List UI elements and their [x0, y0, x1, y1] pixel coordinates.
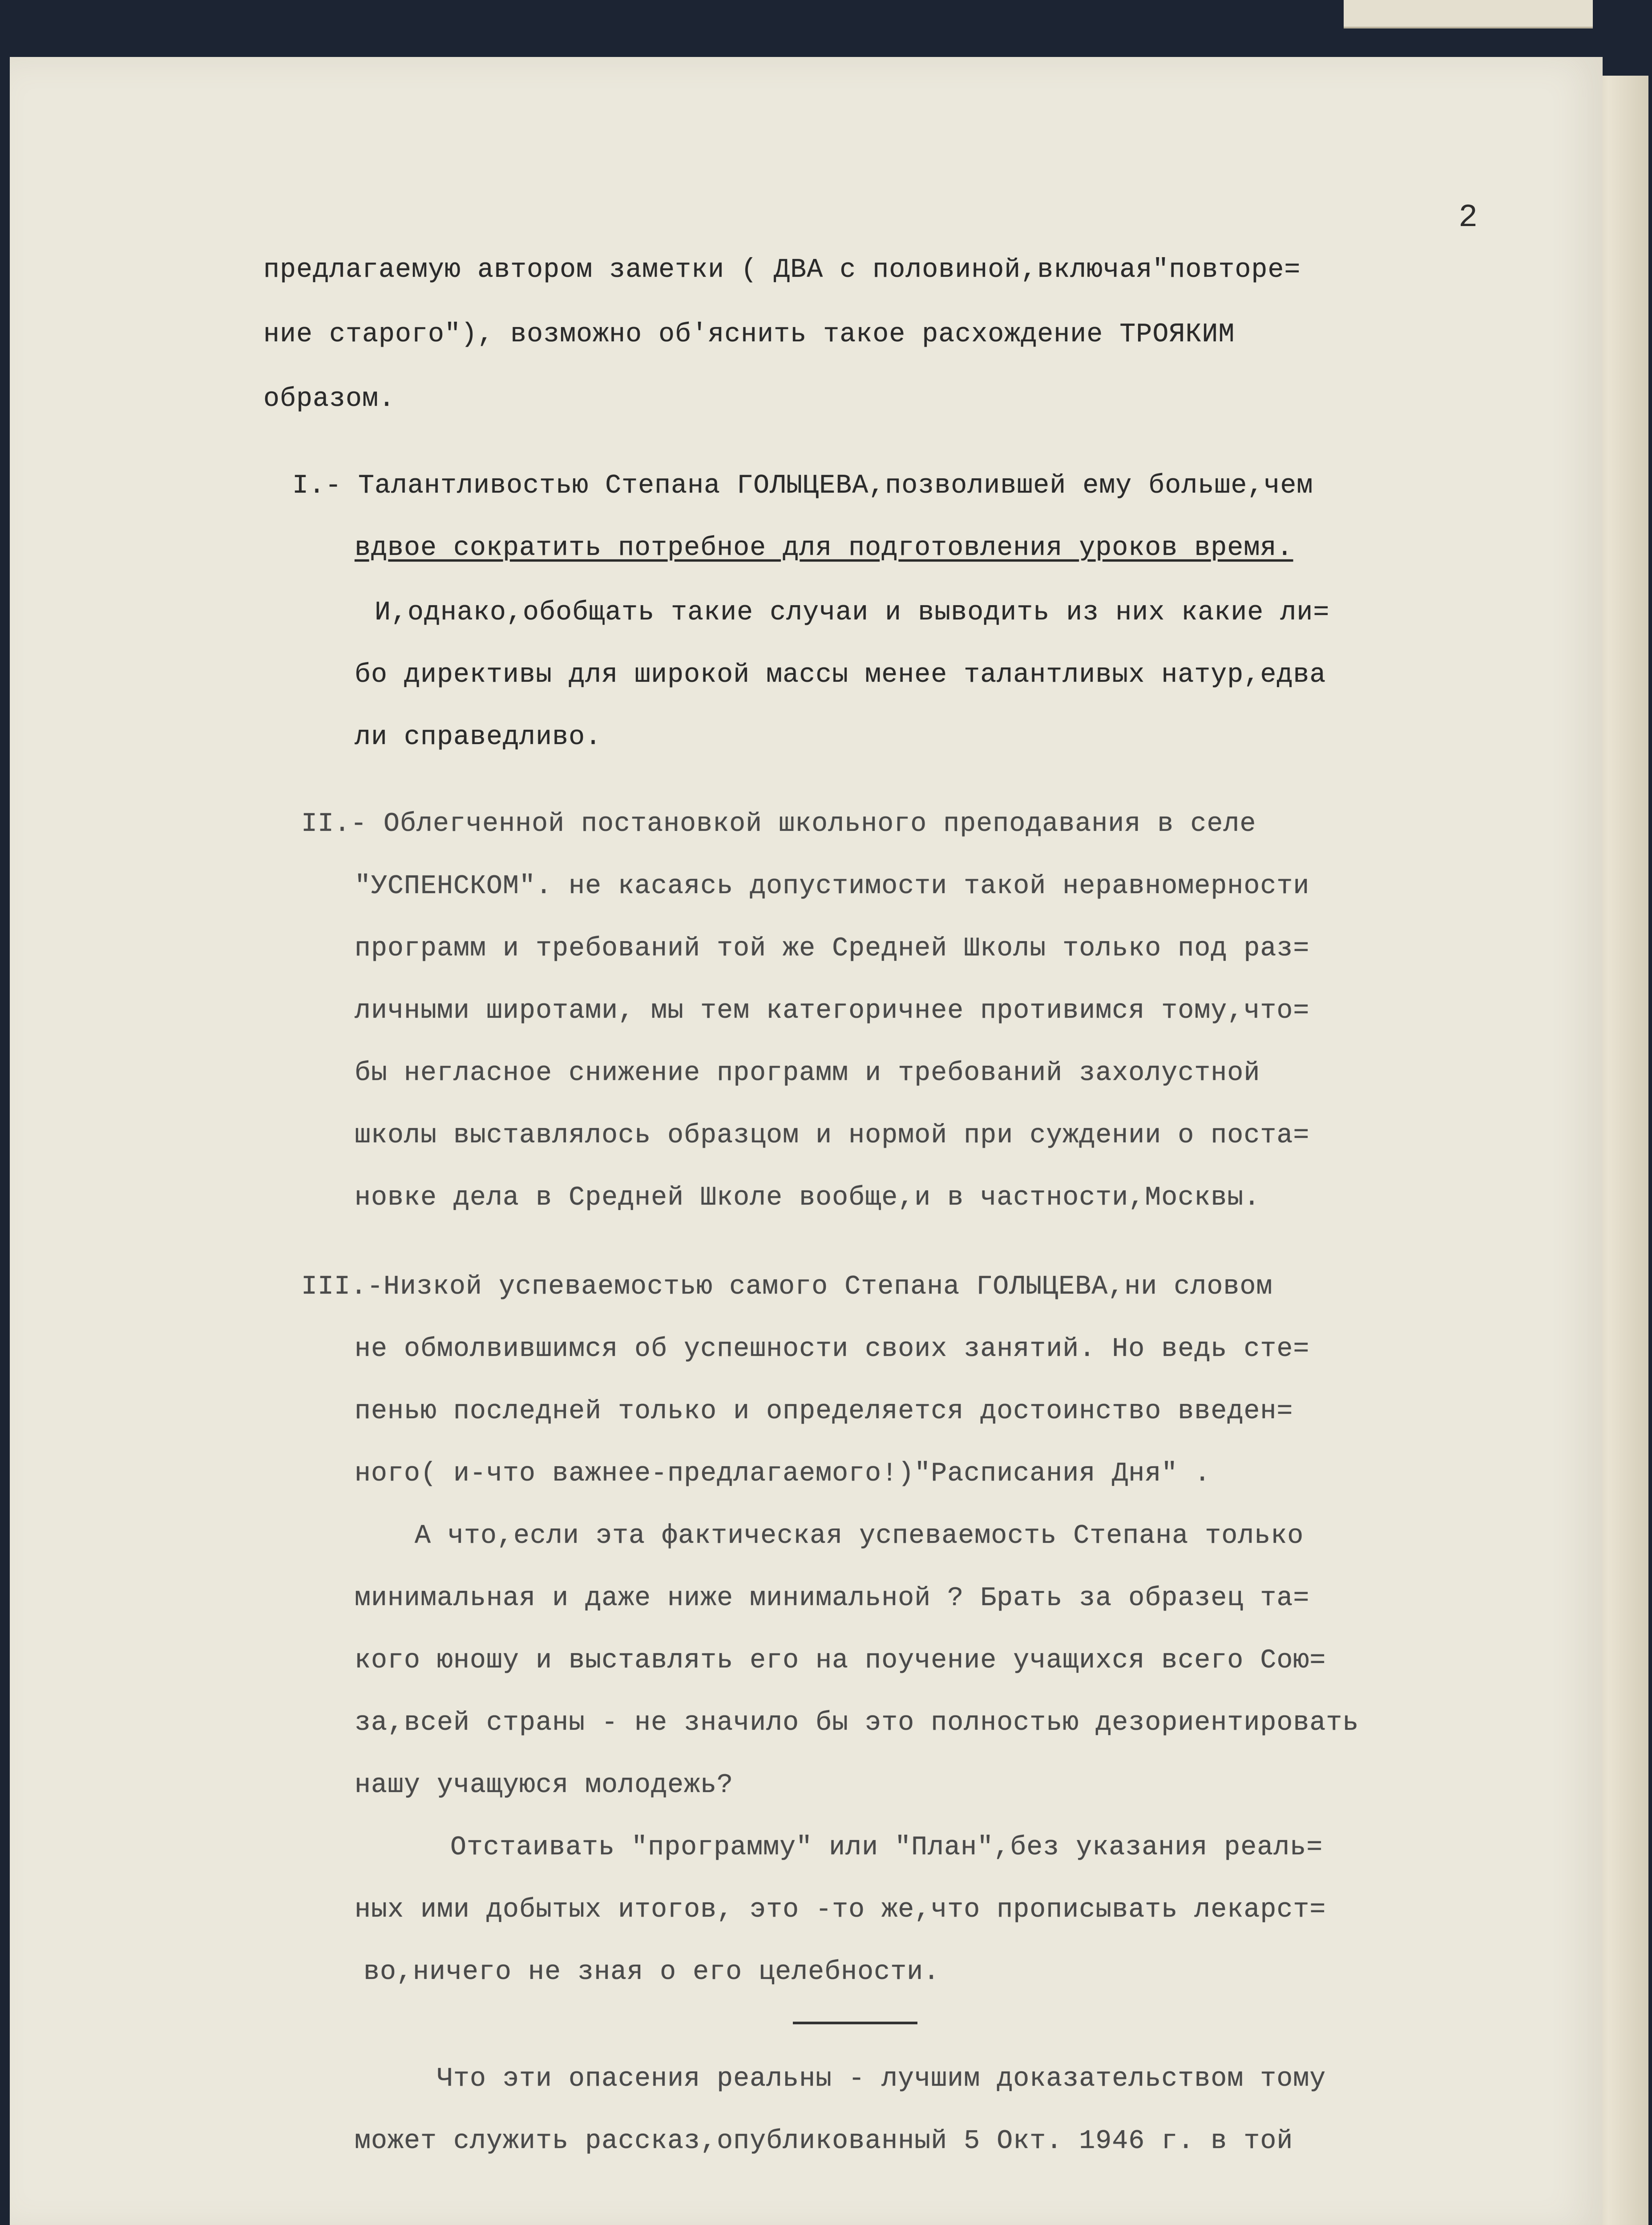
text-line: минимальная и даже ниже минимальной ? Брать за образец та= [355, 1583, 1310, 1614]
underlying-sheet [1344, 0, 1593, 28]
text-line: II.- Облегченной постановкой школьного преподавания в селе [301, 809, 1256, 839]
text-line: нашу учащуюся молодежь? [355, 1770, 734, 1800]
text-line: не обмолвившимся об успешности своих занятий. Но ведь сте= [355, 1334, 1310, 1364]
section-divider [793, 2022, 917, 2024]
text-line: И,однако,обобщать такие случаи и выводить из них какие ли= [375, 598, 1330, 628]
text-line: ных ими добытых итогов, это -то же,что прописывать лекарст= [355, 1895, 1326, 1925]
document-page [10, 57, 1603, 2225]
text-line: во,ничего не зная о его целебности. [364, 1957, 940, 1987]
text-line: личными широтами, мы тем категоричнее противимся тому,что= [355, 996, 1310, 1026]
text-line: бо директивы для широкой массы менее талантливых натур,едва [355, 660, 1326, 690]
text-line: бы негласное снижение программ и требований захолустной [355, 1058, 1260, 1088]
text-line: может служить рассказ,опубликованный 5 Окт. 1946 г. в той [355, 2126, 1293, 2156]
text-line: школы выставлялось образцом и нормой при суждении о поста= [355, 1121, 1310, 1151]
text-line: ние старого"), возможно об'яснить такое расхождение ТРОЯКИМ [263, 320, 1235, 350]
text-line: вдвое сократить потребное для подготовления уроков время. [355, 533, 1293, 563]
text-line: Что эти опасения реальны - лучшим доказательством тому [437, 2064, 1326, 2094]
text-line: кого юношу и выставлять его на поучение учащихся всего Сою= [355, 1646, 1326, 1676]
text-line: III.-Низкой успеваемостью самого Степана ГОЛЫЦЕВА,ни словом [301, 1272, 1273, 1302]
text-line: А что,если эта фактическая успеваемость Степана только [415, 1521, 1304, 1551]
text-line: предлагаемую автором заметки ( ДВА с половиной,включая"повторе= [263, 255, 1301, 285]
text-line: I.- Талантливостью Степана ГОЛЫЦЕВА,позволившей ему больше,чем [292, 471, 1313, 501]
text-line: "УСПЕНСКОМ". не касаясь допустимости такой неравномерности [355, 871, 1310, 902]
text-line: ного( и-что важнее-предлагаемого!)"Расписания Дня" . [355, 1459, 1211, 1489]
text-line: ли справедливо. [355, 722, 602, 752]
text-line: образом. [263, 384, 396, 414]
text-line: пенью последней только и определяется достоинство введен= [355, 1396, 1293, 1427]
text-line: за,всей страны - не значило бы это полностью дезориентировать [355, 1708, 1359, 1738]
page-number: 2 [1458, 199, 1478, 236]
text-line: Отстаивать "программу" или "План",без указания реаль= [450, 1833, 1323, 1863]
text-line: новке дела в Средней Школе вообще,и в частности,Москвы. [355, 1183, 1260, 1213]
text-line: программ и требований той же Средней Школы только под раз= [355, 934, 1310, 964]
